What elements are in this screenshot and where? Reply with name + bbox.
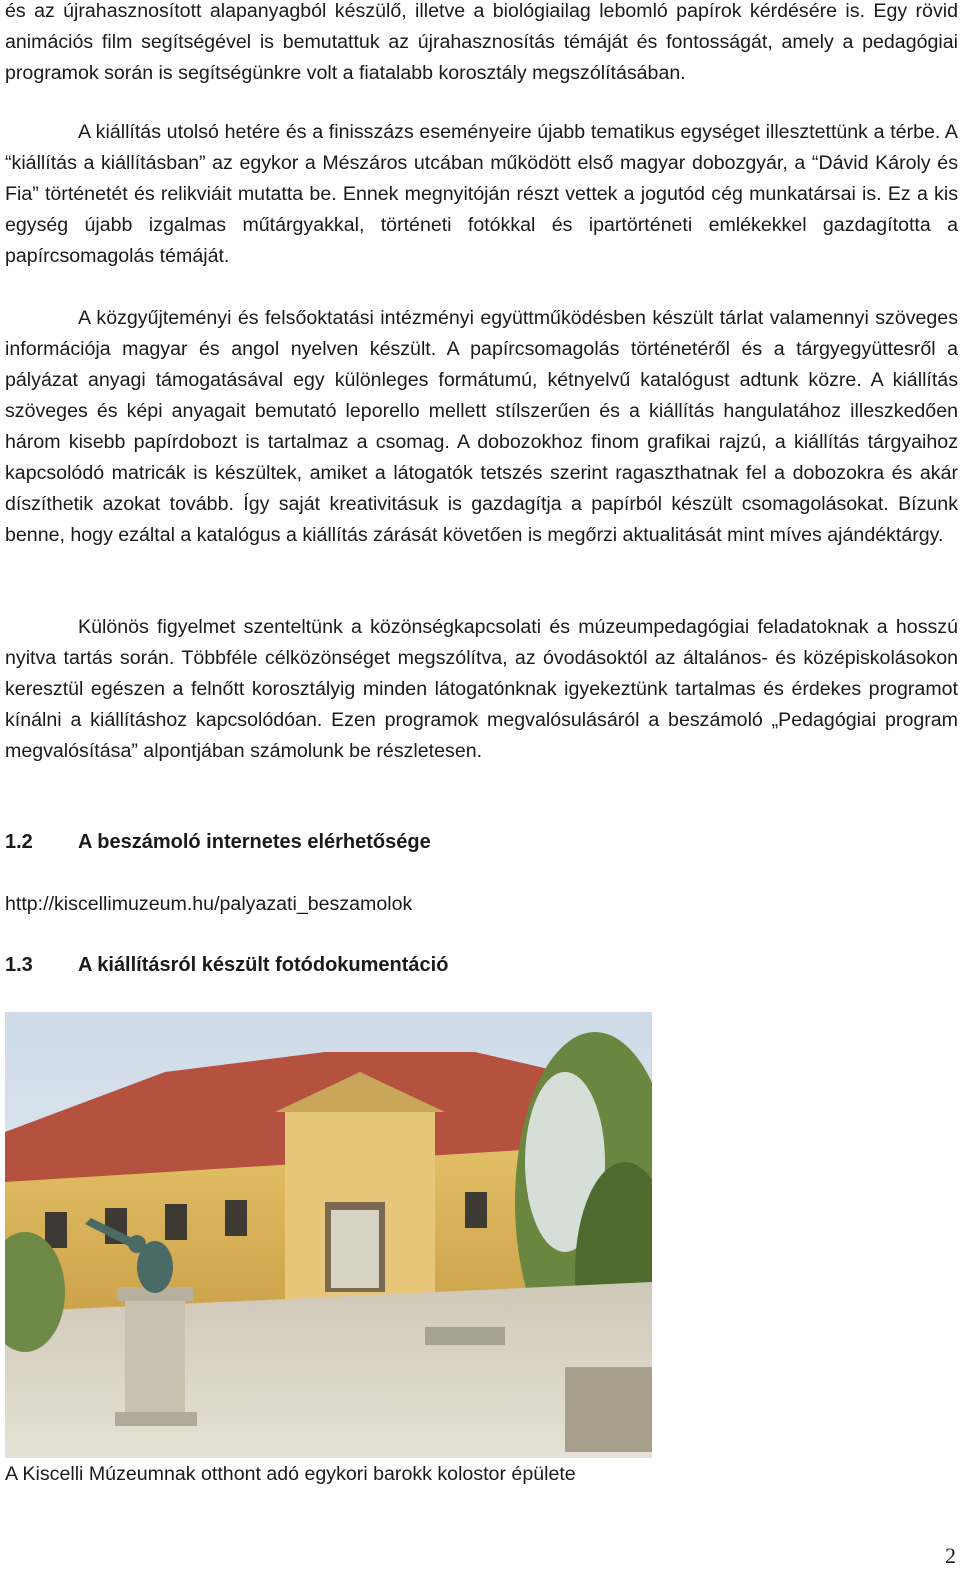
paragraph-intro-continuation: és az újrahasznosított alapanyagból készülő, illetve a biológiailag lebomló papírok kérdésére is. Egy rövid animációs film segítségével is bemutattuk az újrahasznosítás témáját és fontosságát, amely a pedagógiai programok során is segítségünkre volt a fiatalabb korosztály megszólításában. [5, 0, 958, 84]
section-number: 1.3 [5, 954, 33, 976]
section-heading-1-2 [5, 827, 431, 858]
paragraph-catalogue: A közgyűjteményi és felsőoktatási intézményi együttműködésben készült tárlat valamennyi szöveges információja magyar és angol nyelven készült. A papírcsomagolás történetéről és a tárgyegyüttesről a pályázat anyagi támogatásával egy különleges formátumú, kétnyelvű katalógust adtunk közre. A kiállítás szöveges és képi anyagait bemutató leporello mellett stílszerűen és a kiállítás hangulatához illeszkedően három kisebb papírdobozt is tartalmaz a csomag. A dobozokhoz finom grafikai rajzú, a kiállítás tárgyaihoz kapcsolódó matricák is készültek, amiket a látogatók tetszés szerint ragaszthatnak fel a dobozokra és akár díszíthetik azokat tovább. Így saját kreativitásuk is gazdagítja a papírból készült csomagolásokat. Bízunk benne, hogy ezáltal a katalógus a kiállítás zárását követően is megőrzi aktualitását mint míves ajándéktárgy. [5, 307, 958, 546]
report-url-link[interactable]: http://kiscellimuzeum.hu/palyazati_beszamolok [5, 893, 413, 915]
page-number: 2 [945, 1543, 956, 1568]
section-heading-1-3 [5, 950, 448, 981]
photo-caption: A Kiscelli Múzeumnak otthont adó egykori barokk kolostor épülete [5, 1463, 576, 1485]
section-title: A kiállításról készült fotódokumentáció [78, 954, 449, 976]
paragraph-finissage: A kiállítás utolsó hetére és a finisszázs eseményeire újabb tematikus egységet illesztettünk a térbe. A “kiállítás a kiállításban” az egykor a Mészáros utcában működött első magyar dobozgyár, a “Dávid Károly és Fia” történetét és relikviáit mutatta be. Ennek megnyitóján részt vettek a jogutód cég munkatársai is. Ez a kis egység újabb izgalmas műtárgyakkal, történeti fotókkal és ipartörténeti emlékekkel gazdagította a papírcsomagolás témáját. [5, 121, 958, 267]
section-title: A beszámoló internetes elérhetősége [78, 831, 431, 853]
paragraph-public-programs: Különös figyelmet szenteltünk a közönségkapcsolati és múzeumpedagógiai feladatoknak a hosszú nyitva tartás során. Többféle célközönséget megszólítva, az óvodásoktól az általános- és középiskolásokon keresztül egészen a felnőtt korosztályig minden látogatónknak igyekeztünk tartalmas és érdekes programot kínálni a kiállításhoz kapcsolódóan. Ezen programok megvalósulásáról a beszámoló „Pedagógiai program megvalósítása” alpontjában számolunk be részletesen. [5, 616, 958, 762]
section-number: 1.2 [5, 831, 33, 853]
museum-courtyard-photo [5, 1012, 652, 1458]
